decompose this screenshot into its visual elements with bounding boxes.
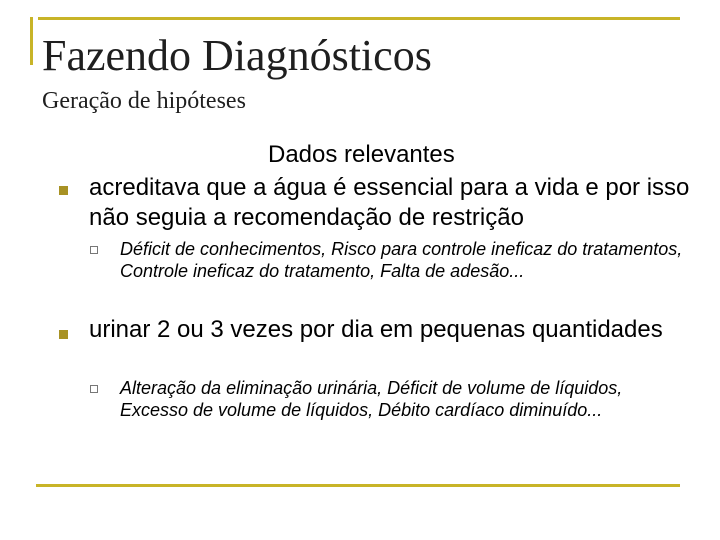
left-rule <box>30 17 33 65</box>
top-rule <box>38 17 680 20</box>
slide-subtitle: Geração de hipóteses <box>42 88 246 114</box>
section-heading: Dados relevantes <box>268 141 455 168</box>
square-bullet-icon <box>59 330 68 339</box>
slide-title: Fazendo Diagnósticos <box>42 31 432 80</box>
bottom-rule <box>36 484 680 487</box>
hollow-square-bullet-icon <box>90 385 98 393</box>
bullet-item-1: acreditava que a água é essencial para a vida e por isso não seguia a recomendação de restrição <box>89 174 690 231</box>
hollow-square-bullet-icon <box>90 246 98 254</box>
square-bullet-icon <box>59 186 68 195</box>
sub-item-2: Alteração da eliminação urinária, Déficit de volume de líquidos, Excesso de volume de líquidos, Débito cardíaco diminuído... <box>120 378 623 420</box>
bullet-item-2: urinar 2 ou 3 vezes por dia em pequenas quantidades <box>89 316 663 343</box>
sub-item-1: Déficit de conhecimentos, Risco para controle ineficaz do tratamentos, Controle ineficaz do tratamento, Falta de adesão... <box>120 239 683 281</box>
